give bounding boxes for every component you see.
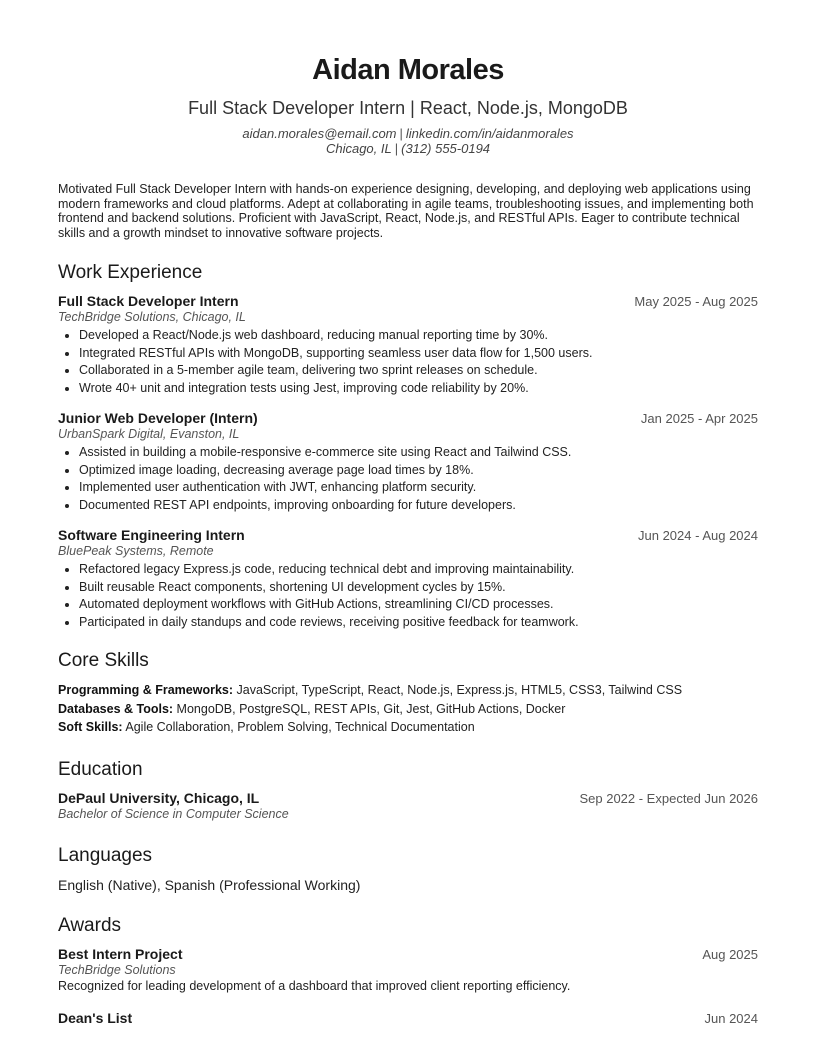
education-section (58, 758, 758, 823)
skill-label: Soft Skills: (58, 720, 123, 734)
contact-line-2 (58, 141, 758, 156)
job-dates: May 2025 - Aug 2025 (634, 294, 758, 309)
job-entry (58, 410, 758, 514)
languages-text: English (Native), Spanish (Professional Working) (58, 876, 361, 893)
work-experience-section (58, 261, 758, 631)
job-bullet: • Assisted in building a mobile-responsive e-commerce site using React and Tailwind CSS. (79, 444, 758, 462)
contact-separator: | (399, 126, 403, 141)
award-entry (58, 1010, 758, 1026)
professional-summary: Motivated Full Stack Developer Intern with hands-on experience designing, developing, and deploying web applications using modern frameworks and cloud platforms. Adept at collaborating in agile teams, troubleshooting issues, and implementing both frontend and backend solutions. Proficient with JavaScript, React, Node.js, and RESTful APIs. Eager to contribute technical skills and a growth mindset to innovative software projects. (58, 182, 754, 240)
job-bullet: • Wrote 40+ unit and integration tests using Jest, improving code reliability by 20%. (79, 380, 758, 398)
job-bullets (58, 561, 758, 631)
linkedin-link[interactable]: linkedin.com/in/aidanmorales (405, 126, 574, 141)
award-date: Aug 2025 (702, 946, 758, 962)
job-title: Full Stack Developer Intern (58, 293, 239, 309)
candidate-name: Aidan Morales (312, 54, 504, 86)
resume-header (58, 52, 758, 156)
job-bullet: • Optimized image loading, decreasing average page load times by 18%. (79, 462, 758, 480)
job-bullet: • Refactored legacy Express.js code, reducing technical debt and improving maintainability. (79, 561, 758, 579)
school-name: DePaul University, Chicago, IL (58, 789, 260, 806)
education-dates: Sep 2022 - Expected Jun 2026 (579, 790, 758, 806)
contact-separator: | (394, 141, 399, 156)
job-company: UrbanSpark Digital, Evanston, IL (58, 427, 240, 441)
skill-label: Databases & Tools: (58, 701, 174, 716)
job-company: TechBridge Solutions, Chicago, IL (58, 310, 246, 324)
job-company: BluePeak Systems, Remote (58, 544, 214, 558)
job-bullet: • Collaborated in a 5-member agile team, delivering two sprint releases on schedule. (79, 362, 758, 380)
skill-value: MongoDB, PostgreSQL, REST APIs, Git, Jest, GitHub Actions, Docker (173, 701, 566, 716)
award-date: Jun 2024 (704, 1010, 758, 1026)
section-title-skills: Core Skills (58, 650, 149, 671)
award-title: Dean's List (58, 1009, 133, 1026)
job-bullet: • Developed a React/Node.js web dashboard, reducing manual reporting time by 30%. (79, 327, 758, 345)
email-link[interactable]: aidan.morales@email.com (242, 126, 397, 141)
section-title-work: Work Experience (58, 262, 203, 283)
section-title-education: Education (58, 758, 143, 780)
degree-name: Bachelor of Science in Computer Science (58, 806, 289, 821)
job-bullet: • Participated in daily standups and code reviews, receiving positive feedback for teamwork. (79, 614, 758, 632)
job-bullet: • Integrated RESTful APIs with MongoDB, supporting seamless user data flow for 1,500 users. (79, 345, 758, 363)
languages-section (58, 844, 758, 893)
core-skills-section (58, 649, 758, 737)
education-entry (58, 790, 758, 823)
job-dates: Jan 2025 - Apr 2025 (640, 411, 758, 426)
job-bullet: • Implemented user authentication with JWT, enhancing platform security. (79, 479, 758, 497)
job-bullet: • Built reusable React components, shortening UI development cycles by 15%. (79, 579, 758, 597)
location-text: Chicago, IL (325, 141, 392, 156)
section-title-languages: Languages (58, 844, 153, 866)
section-title-awards: Awards (58, 914, 122, 936)
job-dates: Jun 2024 - Aug 2024 (638, 528, 758, 543)
award-org: TechBridge Solutions (58, 962, 176, 977)
candidate-headline: Full Stack Developer Intern | React, Node.js, MongoDB (188, 98, 628, 118)
job-bullet: • Automated deployment workflows with GitHub Actions, streamlining CI/CD processes. (79, 596, 758, 614)
skill-line (58, 700, 758, 719)
contact-line-1 (58, 126, 758, 141)
phone-text: (312) 555-0194 (401, 141, 491, 156)
job-bullets (58, 444, 758, 514)
job-entry (58, 527, 758, 631)
skill-label: Programming & Frameworks: (58, 683, 234, 697)
job-title: Junior Web Developer (Intern) (58, 410, 258, 426)
job-title: Software Engineering Intern (58, 527, 245, 543)
award-entry (58, 946, 758, 994)
award-description: Recognized for leading development of a dashboard that improved client reporting efficiency. (58, 978, 571, 993)
skill-line (58, 681, 758, 700)
job-bullet: • Documented REST API endpoints, improving onboarding for future developers. (79, 497, 758, 515)
job-bullets (58, 327, 758, 397)
skill-value: JavaScript, TypeScript, React, Node.js, Express.js, HTML5, CSS3, Tailwind CSS (233, 683, 683, 697)
awards-section (58, 914, 758, 1026)
job-entry (58, 293, 758, 397)
contact-info (58, 126, 758, 156)
skill-line (58, 718, 758, 737)
skill-value: Agile Collaboration, Problem Solving, Technical Documentation (122, 720, 475, 734)
award-title: Best Intern Project (58, 945, 183, 962)
